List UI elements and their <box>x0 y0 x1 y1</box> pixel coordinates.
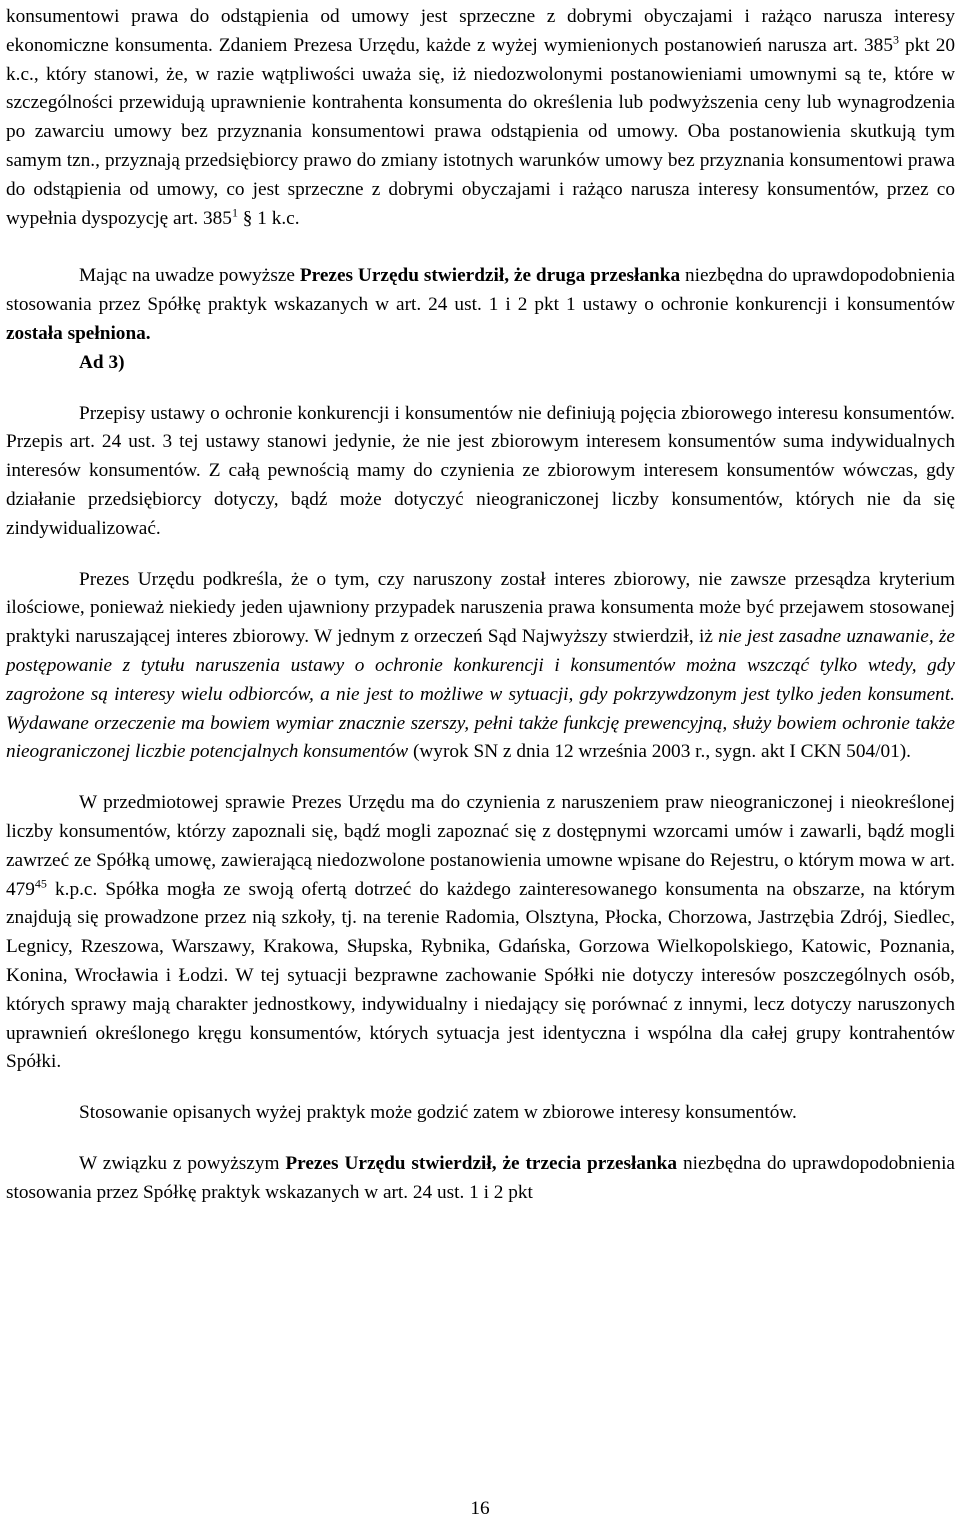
text-run: Przepisy ustawy o ochronie konkurencji i konsumentów nie definiują pojęcia zbiorowego interesu konsumentów. Przepis art. 24 ust. 3 tej ustawy stanowi jedynie, że nie jest zbiorowym interesem konsumentów suma indywidualnych interesów konsumentów. Z całą pewnością mamy do czynienia ze zbiorowym interesem konsumentów wówczas, gdy działanie przedsiębiorcy dotyczy, bądź może dotyczyć nieograniczonej liczby konsumentów, których nie da się zindywidualizować. <box>6 402 955 539</box>
text-run: niezbędna do uprawdopodobnienia stosowania przez Spółkę praktyk wskazanych w art. 24 ust. 1 i 2 pkt 1 ustawy o ochronie konkurencji i konsumentów <box>6 265 955 316</box>
superscript: 45 <box>34 876 47 891</box>
italic-text: nie jest zasadne uznawanie, że postępowanie z tytułu naruszenia ustawy o ochronie konkurencji i konsumentów można wszcząć tylko wtedy, gdy zagrożone są interesy wielu odbiorców, a nie jest to możliwe w sytuacji, gdy pokrzywdzonym jest tylko jeden konsument. Wydawane orzeczenie ma bowiem wymiar znacznie szerszy, pełni także funkcję prewencyjną, służy bowiem ochronie także nieograniczonej liczbie potencjalnych konsumentów <box>6 626 955 763</box>
text-run: Stosowanie opisanych wyżej praktyk może godzić zatem w zbiorowe interesy konsumentów. <box>79 1102 797 1124</box>
paragraph-5 <box>6 789 955 1077</box>
text-run: niezbędna do uprawdopodobnienia stosowania przez Spółkę praktyk wskazanych w art. 24 ust. 1 i 2 pkt <box>6 1152 955 1203</box>
paragraph-4 <box>6 566 955 768</box>
text-run: konsumentowi prawa do odstąpienia od umowy jest sprzeczne z dobrymi obyczajami i rażąco narusza interesy ekonomiczne konsumenta. Zdaniem Prezesa Urzędu, każde z wyżej wymienionych postanowień narusza art. 385 <box>6 6 955 56</box>
paragraph-1 <box>6 3 955 233</box>
text-run: pkt 20 k.c., który stanowi, że, w razie wątpliwości uważa się, iż niedozwolonymi postanowieniami umownymi są te, które w szczególności przewidują uprawnienie kontrahenta konsumenta do określenia lub podwyższenia ceny lub wynagrodzenia po zawarciu umowy bez przyznania konsumentowi prawa odstąpienia od umowy. Oba postanowienia skutkują tym samym tzn., przyznają przedsiębiorcy prawo do zmiany istotnych warunków umowy bez przyznania konsumentowi prawa do odstąpienia od umowy, co jest sprzeczne z dobrymi obyczajami i rażąco narusza interesy konsumentów, przez co wypełnia dyspozycję art. 385 <box>6 34 955 229</box>
text-run: W związku z powyższym <box>79 1152 286 1174</box>
text-run: W przedmiotowej sprawie Prezes Urzędu ma do czynienia z naruszeniem praw nieograniczonej i nieokreślonej liczby konsumentów, którzy zapoznali się, bądź mogli zapoznać się z dostępnymi wzorcami umów i zawarli, bądź mogli zawrzeć ze Spółką umowę, zawierającą niedozwolone postanowienia umowne wpisane do Rejestru, o którym mowa w art. 479 <box>6 792 955 900</box>
paragraph-6 <box>6 1099 955 1128</box>
text-run: k.p.c. Spółka mogła ze swoją ofertą dotrzeć do każdego zainteresowanego konsumenta na obszarze, na którym znajdują się prowadzone przez nią szkoły, tj. na terenie Radomia, Olsztyna, Płocka, Chorzowa, Jastrzębia Zdrój, Siedlec, Legnicy, Rzeszowa, Warszawy, Krakowa, Słupska, Rybnika, Gdańska, Gorzowa Wielkopolskiego, Katowic, Poznania, Konina, Wrocławia i Łodzi. W tej sytuacji bezprawne zachowanie Spółki nie dotyczy interesów poszczególnych osób, których sprawy mają charakter jednostkowy, indywidualny i niedający się porównać z innymi, lecz dotyczy naruszonych uprawnień określonego kręgu konsumentów, których sytuacja jest identyczna i wspólna dla całej grupy kontrahentów Spółki. <box>6 878 955 1073</box>
superscript: 3 <box>892 32 899 47</box>
bold-text: Prezes Urzędu stwierdził, że druga przesłanka <box>299 265 681 287</box>
text-run: § 1 k.c. <box>237 207 300 229</box>
text-run: (wyrok SN z dnia 12 września 2003 r., sygn. akt I CKN 504/01). <box>408 741 911 763</box>
superscript: 1 <box>231 205 238 220</box>
section-heading: Ad 3) <box>79 351 125 373</box>
bold-text: Prezes Urzędu stwierdził, że trzecia przesłanka <box>285 1152 678 1174</box>
paragraph-3 <box>6 400 955 544</box>
paragraph-7 <box>6 1150 955 1208</box>
paragraph-2 <box>6 262 955 348</box>
text-run: Mając na uwadze powyższe <box>79 265 300 287</box>
page-number: 16 <box>470 1498 490 1519</box>
text-run: Prezes Urzędu podkreśla, że o tym, czy naruszony został interes zbiorowy, nie zawsze przesądza kryterium ilościowe, ponieważ niekiedy jeden ujawniony przypadek naruszenia prawa konsumenta może być przejawem stosowanej praktyki naruszającej interes zbiorowy. W jednym z orzeczeń Sąd Najwyższy stwierdził, iż <box>6 568 955 648</box>
bold-text: została spełniona. <box>6 322 151 344</box>
